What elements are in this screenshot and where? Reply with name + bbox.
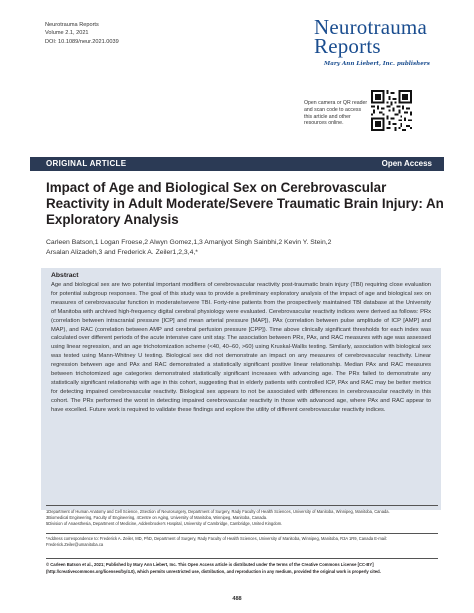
abstract-heading: Abstract (51, 272, 79, 279)
open-access-label: Open Access (381, 159, 432, 168)
journal-volume: Volume 2.1, 2021 (45, 30, 89, 37)
article-title: Impact of Age and Biological Sex on Cerebrovascular Reactivity in Adult Moderate/Severe Traumatic Brain Injury: An Exploratory Analysis (46, 180, 444, 227)
author-line-2: Arsalan Alizadeh,3 and Frederick A. Zeiler1,2,3,4,* (46, 249, 198, 257)
abstract-body: Age and biological sex are two potential important modifiers of cerebrovascular reactivity post-traumatic brain injury (TBI) requiring close evaluation for potential subgroup responses. The goal of this study was to provide a preliminary exploratory analysis of the impact of age and biological sex on measures of cerebrovascular function in moderate/severe TBI. Forty-nine patients from the prospectively maintained TBI database at the University of Manitoba with archived high-frequency digital cerebral physiology were evaluated. Cerebrovascular reactivity indices were derived as follows: PRx (correlation between intracranial pressure [ICP] and mean arterial pressure [MAP]), PAx (correlation between pulse amplitude of ICP [AMP] and MAP), and RAC (correlation between AMP and cerebral perfusion pressure [CPP]). Time above clinically significant thresholds for each index was calculated over different periods of the acute intensive care unit stay. The association between PRx, PAx, and RAC measures with age was assessed using linear regression, and an age trichotomization scheme (<40, 40–60, >60) using Kruskal-Wallis testing. Similarly, association with biological sex was tested using Mann-Whitney U testing. Biological sex did not demonstrate an impact on any measures of cerebrovascular reactivity. Linear regression between age and PAx and RAC demonstrated a statistically significant positive linear relationship. Median PAx and RAC measures between trichotomized age categories demonstrated statistically significant increases with advancing age. The PRx failed to demonstrate any statistically significant relationship with age in this cohort, suggesting that in elderly patients with controlled ICP, PAx and RAC may be better metrics for detecting impaired cerebrovascular reactivity. Biological sex appears to not be associated with differences in cerebrovascular reactivity in this cohort. The PRx performed the worst in detecting impaired cerebrovascular reactivity in those with advanced age, where PAx and RAC appear to have excelled. Future work is required to validate these findings and explore the utility of different cerebrovascular reactivity indices. (51, 282, 431, 413)
affiliation-3: 5Division of Anaesthesia, Department of Medicine, Addenbrooke's Hospital, University of Cambridge, Cambridge, United Kingdom. (46, 521, 283, 527)
correspondence: *Address correspondence to: Frederick A. Zeiler, MD, PhD, Department of Surgery, Rady Faculty of Health Sciences, University of Manitoba, Winnipeg, Manitoba, R3A 1R9, Canada E-mail: Frederick.Zeiler@umanitoba.ca (46, 536, 387, 548)
license-text: © Carleen Batson et al., 2021; Published by Mary Ann Liebert, Inc. This Open Access article is distributed under the terms of the Creative Commons License [CC-BY] (http://creativecommons.org/licenses/by/4.0), which permits unrestricted use, distribution, and reproduction in any medium, provided the original work is properly cited. (46, 562, 381, 574)
abstract-box (41, 268, 441, 510)
affiliation-2: 3Biomedical Engineering, Faculty of Engineering, 4Centre on Aging, University of Manitoba, Winnipeg, Manitoba, Canada. (46, 515, 268, 521)
page-number: 488 (232, 596, 242, 602)
qr-code-icon[interactable] (371, 90, 412, 131)
journal-doi[interactable]: DOI: 10.1089/neur.2021.0039 (45, 38, 119, 45)
article-type-bar (30, 157, 444, 171)
correspondence-divider (46, 533, 438, 534)
qr-instructions: Open camera or QR reader and scan code to access this article and other resources online. (304, 100, 368, 127)
journal-name: Neurotrauma Reports (45, 22, 99, 28)
author-line-1: Carleen Batson,1 Logan Froese,2 Alwyn Gomez,1,3 Amanjyot Singh Sainbhi,2 Kevin Y. Stein,2 (46, 239, 332, 246)
affiliation-divider (46, 505, 438, 506)
brand-line-2: Reports (314, 34, 381, 58)
article-type: ORIGINAL ARTICLE (46, 159, 127, 168)
affiliation-1: 1Department of Human Anatomy and Cell Science, 2Section of Neurosurgery, Department of Surgery, Rady Faculty of Health Sciences, University of Manitoba, Winnipeg, Manitoba, Canada. (46, 509, 390, 514)
affiliations (46, 509, 438, 527)
author-list (46, 238, 436, 259)
publisher-name: Mary Ann Liebert, Inc. publishers (324, 61, 430, 67)
journal-meta (45, 21, 119, 46)
journal-brand-logo (314, 15, 444, 67)
license-divider (46, 558, 438, 559)
brand-line-1: Neurotrauma (314, 15, 427, 39)
